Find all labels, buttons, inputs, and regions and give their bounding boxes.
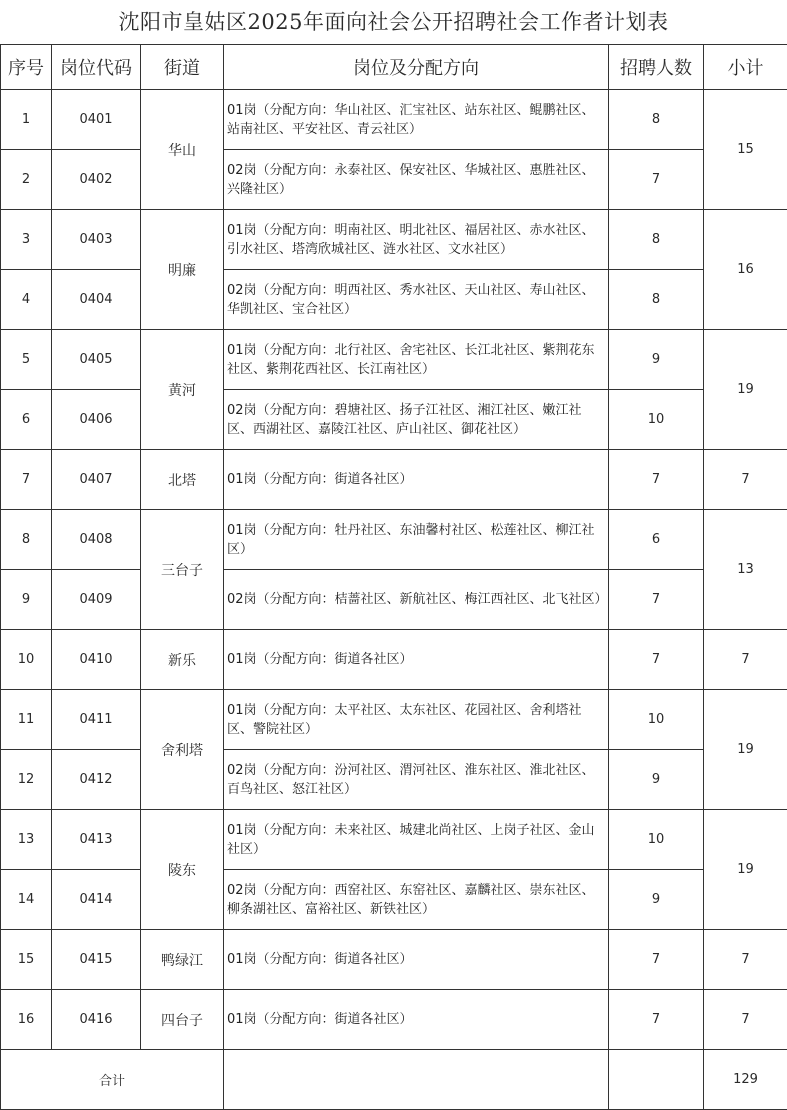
- row-count: 9: [609, 870, 704, 930]
- row-count: 8: [609, 210, 704, 270]
- row-seq: 6: [1, 390, 52, 450]
- street-subtotal: 19: [704, 810, 787, 930]
- row-count: 10: [609, 390, 704, 450]
- row-direction: 01岗（分配方向：牡丹社区、东油馨村社区、松莲社区、柳江社区）: [224, 510, 609, 570]
- row-code: 0409: [52, 570, 141, 630]
- table-row: [1, 390, 787, 450]
- row-seq: 11: [1, 690, 52, 750]
- row-code: 0406: [52, 390, 141, 450]
- row-code: 0414: [52, 870, 141, 930]
- row-direction: 01岗（分配方向：明南社区、明北社区、福居社区、赤水社区、引水社区、塔湾欣城社区、涟水社区、文水社区）: [224, 210, 609, 270]
- row-seq: 15: [1, 930, 52, 990]
- table-row: [1, 210, 787, 270]
- row-direction: 02岗（分配方向：永泰社区、保安社区、华城社区、惠胜社区、兴隆社区）: [224, 150, 609, 210]
- street-name: 明廉: [141, 210, 224, 330]
- street-name: 华山: [141, 90, 224, 210]
- header-street: 街道: [141, 45, 224, 90]
- row-count: 7: [609, 450, 704, 510]
- table-row: [1, 570, 787, 630]
- row-direction: 02岗（分配方向：汾河社区、渭河社区、淮东社区、淮北社区、百鸟社区、怒江社区）: [224, 750, 609, 810]
- total-row: [1, 1050, 787, 1110]
- row-code: 0411: [52, 690, 141, 750]
- table-row: [1, 450, 787, 510]
- header-row: [1, 45, 787, 90]
- street-subtotal: 7: [704, 630, 787, 690]
- row-seq: 4: [1, 270, 52, 330]
- row-count: 9: [609, 750, 704, 810]
- row-seq: 7: [1, 450, 52, 510]
- recruitment-plan-table: [0, 44, 787, 1110]
- street-subtotal: 19: [704, 330, 787, 450]
- table-row: [1, 810, 787, 870]
- header-code: 岗位代码: [52, 45, 141, 90]
- row-count: 10: [609, 690, 704, 750]
- row-count: 7: [609, 990, 704, 1050]
- street-subtotal: 7: [704, 930, 787, 990]
- row-seq: 10: [1, 630, 52, 690]
- header-subtotal: 小计: [704, 45, 787, 90]
- row-code: 0415: [52, 930, 141, 990]
- street-subtotal: 15: [704, 90, 787, 210]
- row-direction: 02岗（分配方向：明西社区、秀水社区、天山社区、寿山社区、华凯社区、宝合社区）: [224, 270, 609, 330]
- street-name: 舍利塔: [141, 690, 224, 810]
- row-direction: 01岗（分配方向：华山社区、汇宝社区、站东社区、鲲鹏社区、站南社区、平安社区、青云社区）: [224, 90, 609, 150]
- row-direction: 02岗（分配方向：桔蔷社区、新航社区、梅江西社区、北飞社区）: [224, 570, 609, 630]
- row-seq: 1: [1, 90, 52, 150]
- table-row: [1, 270, 787, 330]
- row-code: 0416: [52, 990, 141, 1050]
- row-direction: 02岗（分配方向：西窑社区、东窑社区、嘉麟社区、崇东社区、柳条湖社区、富裕社区、新铁社区）: [224, 870, 609, 930]
- street-name: 鸭绿江: [141, 930, 224, 990]
- row-count: 8: [609, 90, 704, 150]
- row-direction: 01岗（分配方向：太平社区、太东社区、花园社区、舍利塔社区、警院社区）: [224, 690, 609, 750]
- row-count: 7: [609, 570, 704, 630]
- table-row: [1, 90, 787, 150]
- street-subtotal: 16: [704, 210, 787, 330]
- street-name: 新乐: [141, 630, 224, 690]
- row-count: 8: [609, 270, 704, 330]
- row-seq: 14: [1, 870, 52, 930]
- street-subtotal: 7: [704, 990, 787, 1050]
- total-count-empty: [609, 1050, 704, 1110]
- table-row: [1, 690, 787, 750]
- table-row: [1, 990, 787, 1050]
- table-row: [1, 630, 787, 690]
- row-code: 0413: [52, 810, 141, 870]
- row-direction: 02岗（分配方向：碧塘社区、扬子江社区、湘江社区、嫩江社区、西湖社区、嘉陵江社区、庐山社区、御花社区）: [224, 390, 609, 450]
- table-row: [1, 330, 787, 390]
- row-direction: 01岗（分配方向：街道各社区）: [224, 990, 609, 1050]
- table-row: [1, 510, 787, 570]
- row-seq: 8: [1, 510, 52, 570]
- row-code: 0403: [52, 210, 141, 270]
- row-code: 0402: [52, 150, 141, 210]
- table-row: [1, 750, 787, 810]
- total-value: 129: [704, 1050, 787, 1110]
- header-count: 招聘人数: [609, 45, 704, 90]
- street-subtotal: 13: [704, 510, 787, 630]
- row-code: 0408: [52, 510, 141, 570]
- row-code: 0410: [52, 630, 141, 690]
- row-seq: 13: [1, 810, 52, 870]
- row-seq: 2: [1, 150, 52, 210]
- header-seq: 序号: [1, 45, 52, 90]
- street-name: 四台子: [141, 990, 224, 1050]
- row-code: 0412: [52, 750, 141, 810]
- row-count: 10: [609, 810, 704, 870]
- row-direction: 01岗（分配方向：街道各社区）: [224, 630, 609, 690]
- table-row: [1, 870, 787, 930]
- row-seq: 3: [1, 210, 52, 270]
- row-count: 7: [609, 150, 704, 210]
- row-count: 6: [609, 510, 704, 570]
- table-row: [1, 930, 787, 990]
- row-code: 0401: [52, 90, 141, 150]
- row-direction: 01岗（分配方向：街道各社区）: [224, 930, 609, 990]
- row-direction: 01岗（分配方向：北行社区、舍宅社区、长江北社区、紫荆花东社区、紫荆花西社区、长江南社区）: [224, 330, 609, 390]
- street-name: 北塔: [141, 450, 224, 510]
- row-direction: 01岗（分配方向：街道各社区）: [224, 450, 609, 510]
- row-code: 0407: [52, 450, 141, 510]
- table-row: [1, 150, 787, 210]
- row-code: 0404: [52, 270, 141, 330]
- street-name: 黄河: [141, 330, 224, 450]
- table-title: 沈阳市皇姑区2025年面向社会公开招聘社会工作者计划表: [0, 0, 787, 45]
- header-direction: 岗位及分配方向: [224, 45, 609, 90]
- street-name: 三台子: [141, 510, 224, 630]
- row-seq: 5: [1, 330, 52, 390]
- row-seq: 16: [1, 990, 52, 1050]
- street-subtotal: 19: [704, 690, 787, 810]
- row-count: 7: [609, 630, 704, 690]
- street-name: 陵东: [141, 810, 224, 930]
- row-seq: 9: [1, 570, 52, 630]
- row-code: 0405: [52, 330, 141, 390]
- row-count: 7: [609, 930, 704, 990]
- total-label: 合计: [1, 1050, 224, 1110]
- row-seq: 12: [1, 750, 52, 810]
- street-subtotal: 7: [704, 450, 787, 510]
- row-direction: 01岗（分配方向：未来社区、城建北尚社区、上岗子社区、金山社区）: [224, 810, 609, 870]
- total-direction-empty: [224, 1050, 609, 1110]
- row-count: 9: [609, 330, 704, 390]
